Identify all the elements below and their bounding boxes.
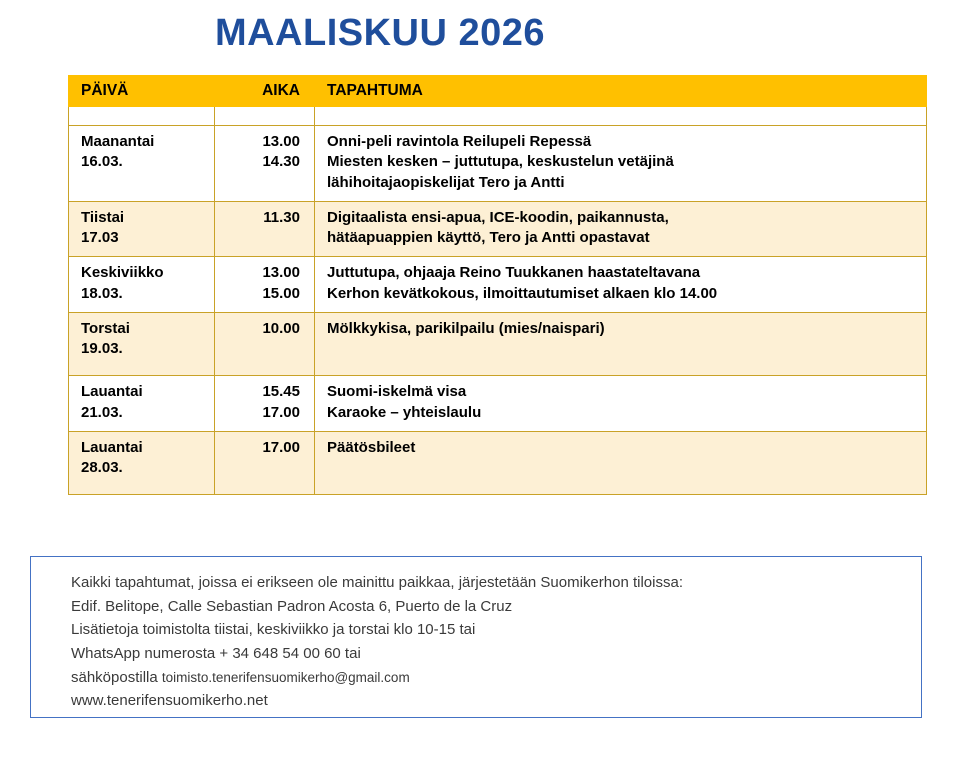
table-spacer-row xyxy=(69,107,927,126)
schedule-table xyxy=(68,75,927,495)
cell-event xyxy=(315,376,927,432)
cell-day-content xyxy=(69,432,214,495)
cell-time xyxy=(215,257,315,313)
cell-event-line: Digitaalista ensi-apua, ICE-koodin, paikannusta, xyxy=(327,208,669,226)
cell-time-line: 15.00 xyxy=(262,284,300,302)
cell-time-line: 17.00 xyxy=(262,438,300,456)
cell-event-content xyxy=(315,202,926,257)
cell-event xyxy=(315,312,927,376)
cell-day-content xyxy=(69,202,214,257)
cell-time-content xyxy=(215,313,314,355)
cell-time-content xyxy=(215,257,314,312)
info-note-box xyxy=(30,556,922,718)
note-line-3: Lisätietoja toimistolta tiistai, keskiviikko ja torstai klo 10-15 tai xyxy=(71,621,476,639)
cell-event-line: lähihoitajaopiskelijat Tero ja Antti xyxy=(327,173,565,191)
cell-time-line: 11.30 xyxy=(263,208,300,226)
table-row xyxy=(69,431,927,495)
cell-event-line: Suomi-iskelmä visa xyxy=(327,383,467,401)
cell-event-line: Päätösbileet xyxy=(327,438,416,456)
cell-event-line: Karaoke – yhteislaulu xyxy=(327,403,482,421)
table-row xyxy=(69,201,927,257)
cell-day xyxy=(69,312,215,376)
note-line-4: WhatsApp numerosta + 34 648 54 00 60 tai xyxy=(71,645,361,663)
cell-day-line: 16.03. xyxy=(81,153,123,171)
cell-event-line: Onni-peli ravintola Reilupeli Repessä xyxy=(327,133,592,150)
column-header-event: TAPAHTUMA xyxy=(315,76,927,107)
spacer-cell-day xyxy=(69,107,215,126)
cell-event-content xyxy=(315,257,926,312)
page-title: MAALISKUU 2026 xyxy=(214,12,546,54)
cell-time-line: 17.00 xyxy=(262,403,300,421)
cell-event xyxy=(315,257,927,313)
contact-website[interactable]: www.tenerifensuomikerho.net xyxy=(71,692,268,710)
note-line-email xyxy=(71,666,921,690)
cell-time-content xyxy=(215,126,314,181)
cell-day-line: 17.03 xyxy=(81,229,119,246)
cell-day-line: 18.03. xyxy=(81,284,123,302)
contact-email[interactable]: toimisto.tenerifensuomikerho@gmail.com xyxy=(161,669,410,685)
cell-time-line: 15.45 xyxy=(262,383,300,401)
cell-day-line: 28.03. xyxy=(81,459,123,476)
note-line-2: Edif. Belitope, Calle Sebastian Padron Acosta 6, Puerto de la Cruz xyxy=(71,597,513,615)
note-email-prefix: sähköpostilla xyxy=(71,668,162,686)
cell-event-line: Mölkkykisa, parikilpailu (mies/naispari) xyxy=(327,319,605,337)
cell-event-line: Juttutupa, ohjaaja Reino Tuukkanen haastateltavana xyxy=(327,264,701,282)
cell-time-line: 14.30 xyxy=(262,153,300,171)
cell-event-content xyxy=(315,126,926,201)
cell-event xyxy=(315,201,927,257)
cell-event-line: hätäapuappien käyttö, Tero ja Antti opastavat xyxy=(327,229,650,246)
cell-time-content xyxy=(215,202,314,236)
table-row xyxy=(69,126,927,202)
table-header-row xyxy=(69,76,927,107)
cell-day-content xyxy=(69,126,214,181)
cell-time-line: 13.00 xyxy=(262,133,300,150)
cell-time-line: 13.00 xyxy=(262,264,300,282)
cell-day-line: 19.03. xyxy=(81,340,123,357)
table-body xyxy=(69,107,927,495)
spacer-cell-event xyxy=(315,107,927,126)
cell-day-content xyxy=(69,313,214,376)
cell-event xyxy=(315,126,927,202)
table-header xyxy=(69,76,927,107)
cell-day-line: Lauantai xyxy=(81,383,143,401)
cell-day xyxy=(69,257,215,313)
cell-time xyxy=(215,126,315,202)
cell-day-line: Maanantai xyxy=(81,133,155,150)
cell-time-content xyxy=(215,432,314,474)
cell-day-line: Tiistai xyxy=(81,208,125,226)
cell-day-content xyxy=(69,376,214,431)
cell-time-content xyxy=(215,376,314,431)
cell-day xyxy=(69,126,215,202)
cell-time xyxy=(215,201,315,257)
cell-time-line: 10.00 xyxy=(262,319,300,337)
cell-day-line: 21.03. xyxy=(81,403,123,421)
cell-day xyxy=(69,376,215,432)
cell-day xyxy=(69,431,215,495)
table-row xyxy=(69,312,927,376)
cell-event-content xyxy=(315,432,926,474)
table-row xyxy=(69,257,927,313)
spacer-cell-time xyxy=(215,107,315,126)
cell-event xyxy=(315,431,927,495)
cell-event-line: Kerhon kevätkokous, ilmoittautumiset alkaen klo 14.00 xyxy=(327,284,718,302)
cell-time xyxy=(215,376,315,432)
cell-event-content xyxy=(315,376,926,431)
column-header-day: PÄIVÄ xyxy=(69,76,215,107)
cell-time xyxy=(215,312,315,376)
column-header-time: AIKA xyxy=(215,76,315,107)
cell-day-line: Lauantai xyxy=(81,438,143,456)
cell-day-content xyxy=(69,257,214,312)
cell-day-line: Keskiviikko xyxy=(81,264,164,282)
cell-event-line: Miesten kesken – juttutupa, keskustelun vetäjinä xyxy=(327,153,674,171)
cell-day xyxy=(69,201,215,257)
cell-event-content xyxy=(315,313,926,355)
table-row xyxy=(69,376,927,432)
cell-day-line: Torstai xyxy=(81,319,130,337)
cell-time xyxy=(215,431,315,495)
note-line-1: Kaikki tapahtumat, joissa ei erikseen ole mainittu paikkaa, järjestetään Suomikerhon tiloissa: xyxy=(71,574,683,591)
